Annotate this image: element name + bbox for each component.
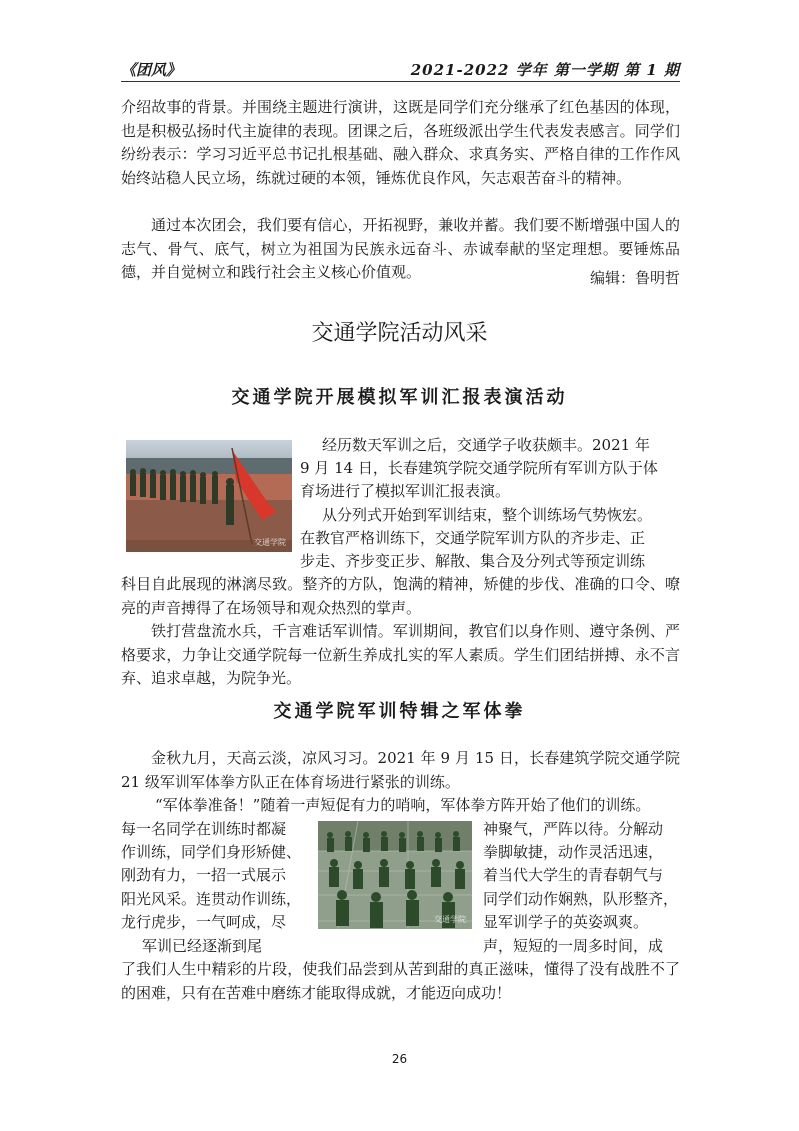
art2-right-line-5: 显军训学子的英姿飒爽。 xyxy=(483,913,649,931)
running-header xyxy=(121,55,680,81)
parade-illustration xyxy=(126,440,292,552)
art1-line-6: 步走、齐步变正步、解散、集合及分列式等预定训练 xyxy=(300,552,646,570)
art1-paragraph-rest: 科目自此展现的淋漓尽致。整齐的方队，饱满的精神，矫健的步伐、准确的口令、嘹亮的声音搏得了在场领导和观众热烈的掌声。 xyxy=(121,575,680,617)
art2-left-line-1: 每一名同学在训练时都凝 xyxy=(121,820,287,838)
intro-paragraph-2: 通过本次团会，我们要有信心，开拓视野，兼收并蓄。我们要不断增强中国人的志气、骨气、底气，树立为祖国为民族永远奋斗、赤诚奉献的坚定理想。要锤炼品德，并自觉树立和践行社会主义核心价值观。 xyxy=(121,216,680,281)
military-parade-photo xyxy=(126,440,292,552)
art2-paragraph-1: 金秋九月，天高云淡，凉风习习。2021 年 9 月 15 日，长春建筑学院交通学院 21 级军训军体拳方队正在体育场进行紧张的训练。 xyxy=(121,749,680,791)
header-rule xyxy=(121,81,680,82)
art2-right-line-1: 神聚气，严阵以待。分解动 xyxy=(483,820,664,838)
art1-line-1: 经历数天军训之后，交通学子收获颇丰。2021 年 xyxy=(322,436,650,454)
art1-line-3: 育场进行了模拟军训汇报表演。 xyxy=(300,482,511,500)
art2-right-line-3: 着当代大学生的青春朝气与 xyxy=(483,866,664,884)
article2-title: 交通学院军训特辑之军体拳 xyxy=(273,701,526,722)
journal-name: 《团风》 xyxy=(121,61,182,79)
art1-line-2: 9 月 14 日，长春建筑学院交通学院所有军训方队于体 xyxy=(300,459,658,477)
article1-title: 交通学院开展模拟军训汇报表演活动 xyxy=(231,387,568,408)
art1-paragraph-3: 铁打营盘流水兵，千言难话军训情。军训期间，教官们以身作则、遵守条例、严格要求，力争让交通学院每一位新生养成扎实的军人素质。学生们团结拼搏、永不言弃、追求卓越，为院争光。 xyxy=(121,622,680,687)
art2-left-line-6: 军训已经逐渐到尾 xyxy=(142,937,263,955)
photo-watermark: 交通学院 xyxy=(254,538,286,547)
art2-full-line: “军体拳准备！”随着一声短促有力的哨响，军体拳方阵开始了他们的训练。 xyxy=(155,796,651,814)
photo-watermark-2: 交通学院 xyxy=(434,915,466,924)
art2-right-line-2: 拳脚敏捷，动作灵活迅速， xyxy=(483,843,664,861)
art2-right-line-6: 声，短短的一周多时间，成 xyxy=(483,937,664,955)
art2-right-line-4: 同学们动作娴熟，队形整齐， xyxy=(483,890,679,908)
section-title: 交通学院活动风采 xyxy=(311,321,488,346)
art2-left-line-5: 龙行虎步，一气呵成，尽 xyxy=(121,913,287,931)
art2-left-line-2: 作训练，同学们身形矫健、 xyxy=(121,843,302,861)
intro-paragraph-1: 介绍故事的背景。并围绕主题进行演讲，这既是同学们充分继承了红色基因的体现，也是积极弘扬时代主旋律的表现。团课之后，各班级派出学生代表发表感言。同学们纷纷表示：学习习近平总书记扎根基础、融入群众、求真务实、严格自律的工作作风始终站稳人民立场，练就过硬的本领，锤炼优良作风，矢志艰苦奋斗的精神。 xyxy=(121,98,680,187)
art2-left-line-3: 刚劲有力，一招一式展示 xyxy=(121,866,287,884)
issue-info: 2021-2022 学年 第一学期 第 1 期 xyxy=(410,61,680,79)
art1-line-4: 从分列式开始到军训结束，整个训练场气势恢宏。 xyxy=(322,506,653,524)
art1-line-5: 在教官严格训练下，交通学院军训方队的齐步走、正 xyxy=(300,529,646,547)
page-number: 26 xyxy=(391,1052,408,1066)
drill-illustration xyxy=(318,821,472,929)
art2-paragraph-end: 了我们人生中精彩的片段，使我们品尝到从苦到甜的真正滋味，懂得了没有战胜不了的困难，只有在苦难中磨练才能取得成就，才能迈向成功！ xyxy=(121,960,680,1002)
martial-arts-photo xyxy=(318,821,472,929)
editor-credit: 编辑：鲁明哲 xyxy=(589,269,680,287)
art2-left-line-4: 阳光风采。连贯动作训练， xyxy=(121,890,302,908)
